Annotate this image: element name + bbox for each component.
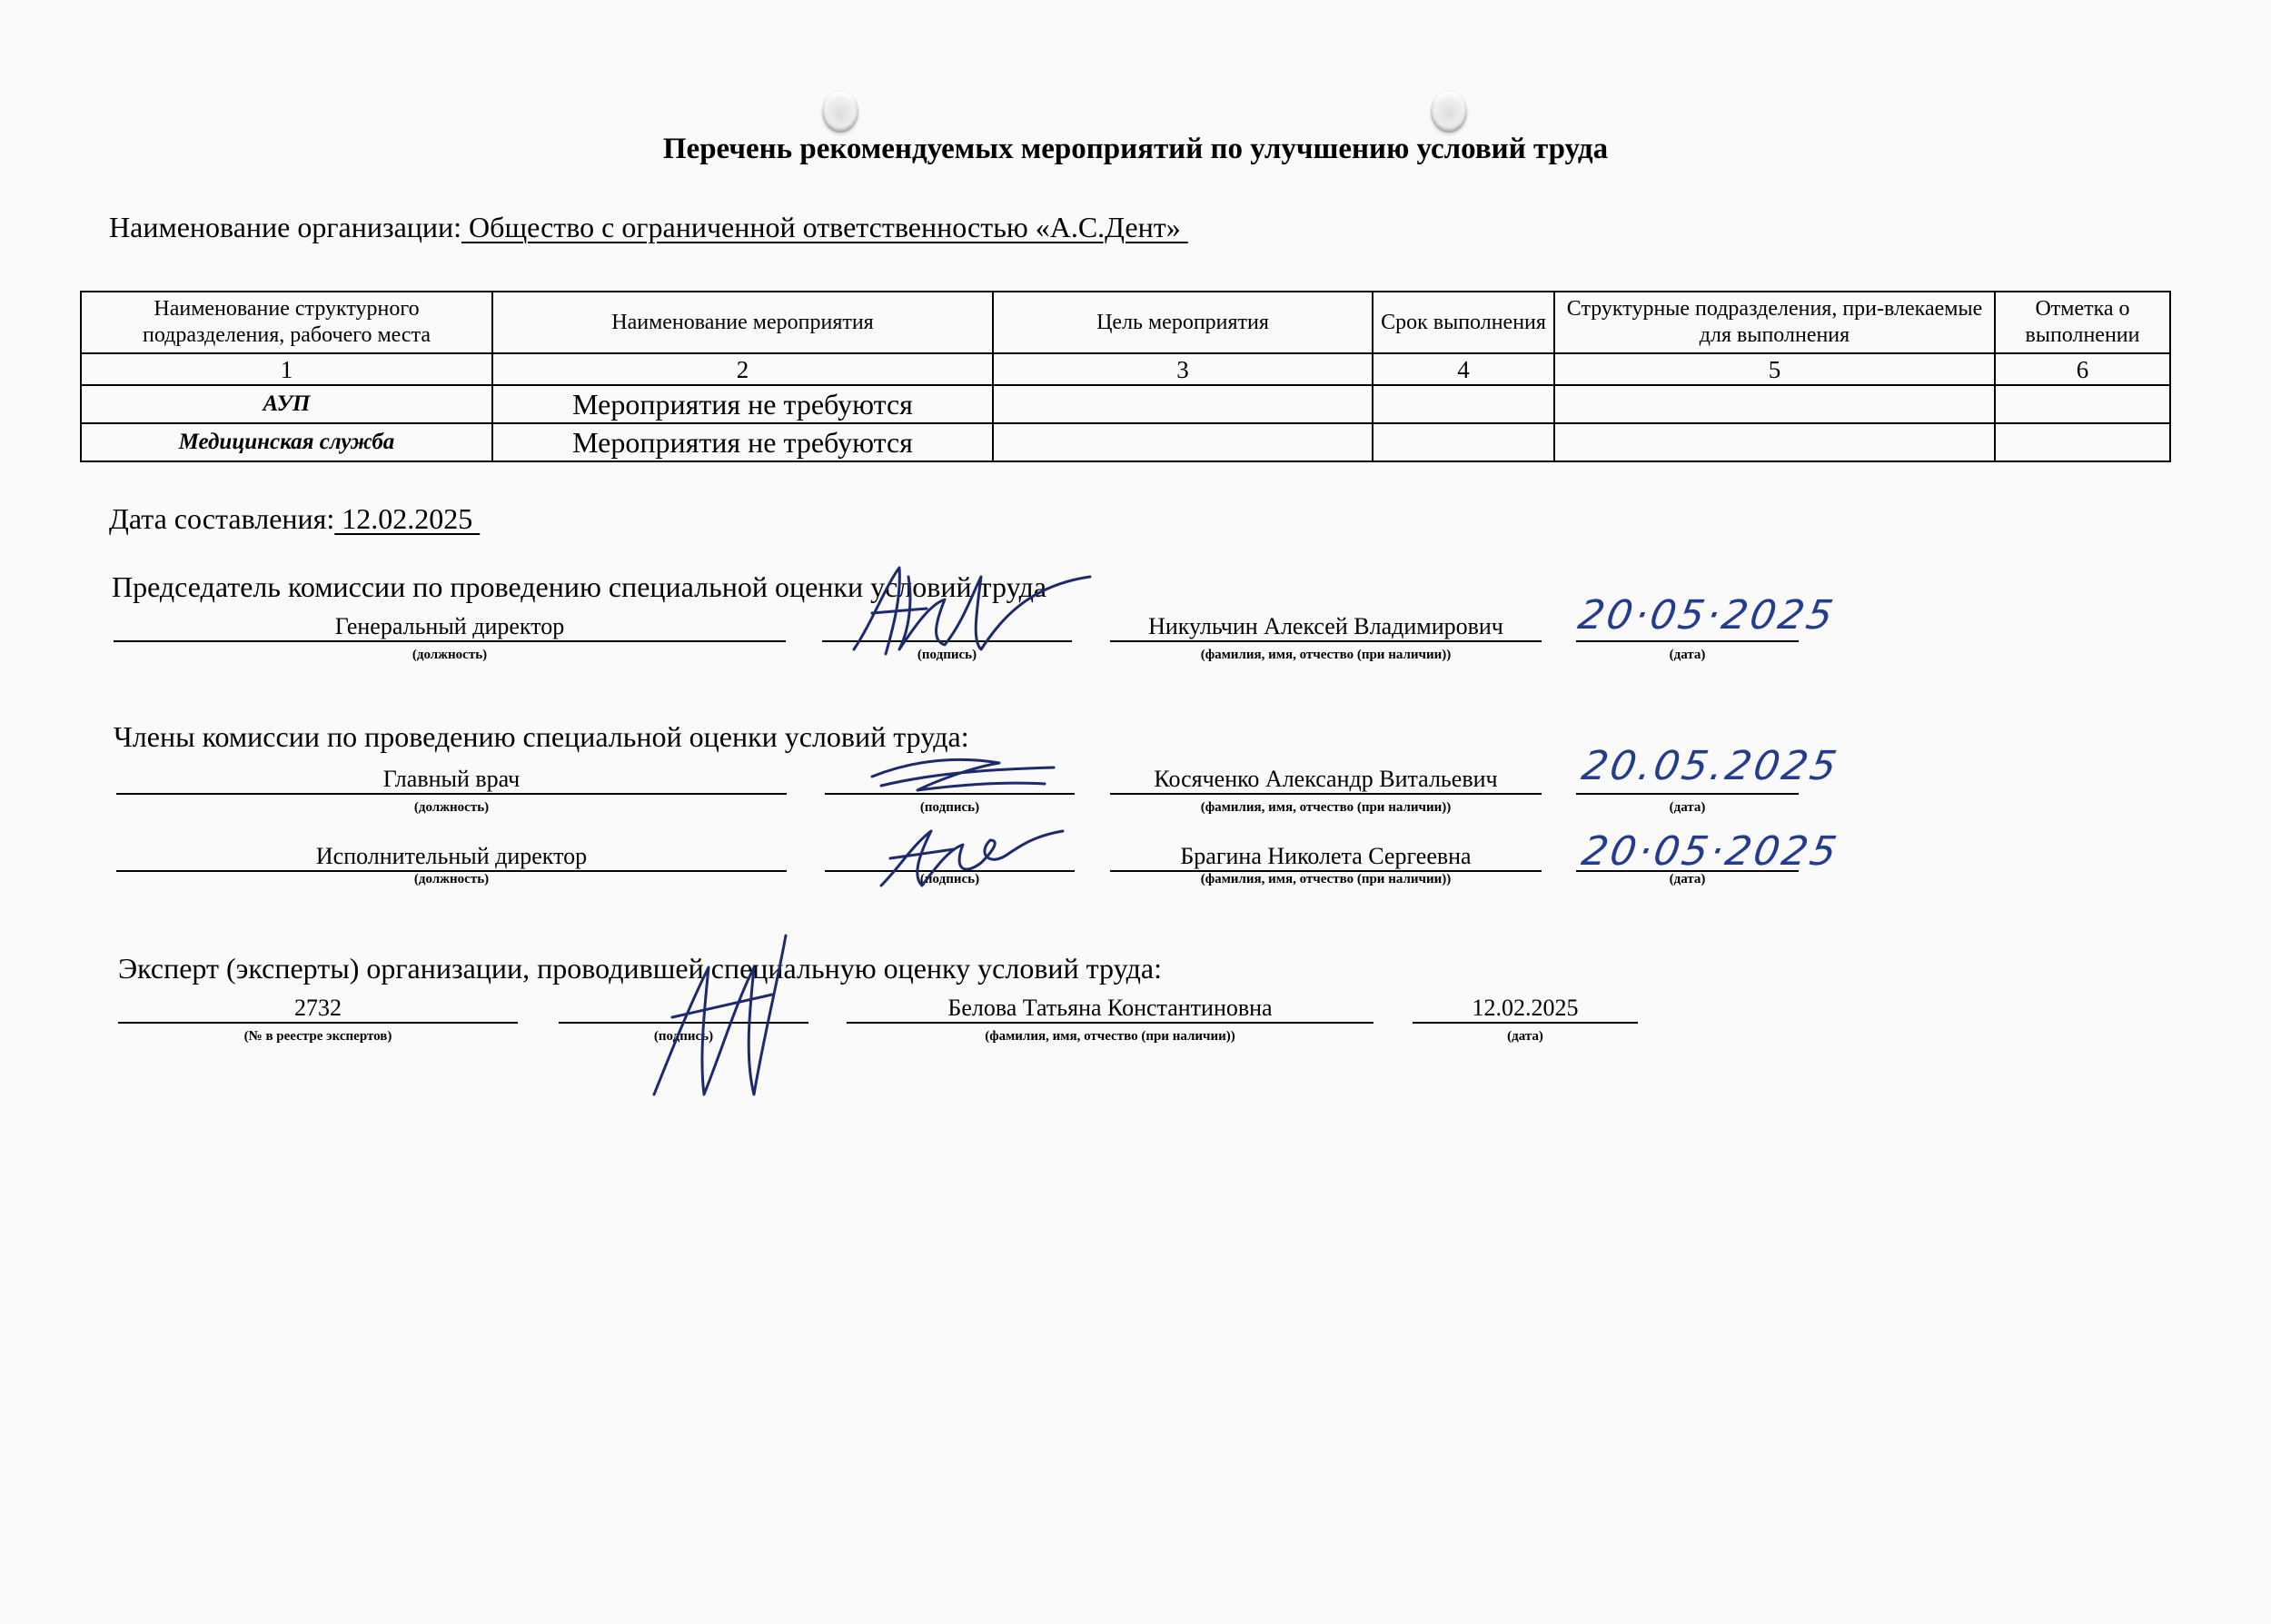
date-caption: (дата) <box>1669 872 1706 886</box>
column-number: 6 <box>1995 353 2170 385</box>
fio-caption: (фамилия, имя, отчество (при наличии)) <box>985 1029 1235 1044</box>
unit-cell: АУП <box>81 385 492 423</box>
signature-caption: (подпись) <box>919 800 980 815</box>
member-date-handwritten: 20·05·2025 <box>1578 828 1843 875</box>
column-number: 3 <box>993 353 1373 385</box>
compilation-date-label: Дата составления: <box>109 502 335 535</box>
chairman-position: Генеральный директор <box>114 613 786 642</box>
members-heading: Члены комиссии по проведению специальной оценки условий труда: <box>114 720 969 753</box>
position-caption: (должность) <box>413 800 490 815</box>
header-unit: Наименование структурного подразделения, рабочего места <box>81 292 492 353</box>
departments-cell <box>1554 385 1995 423</box>
expert-heading: Эксперт (эксперты) организации, проводившей специальную оценку условий труда: <box>118 952 1162 985</box>
chairman-heading: Председатель комиссии по проведению специальной оценки условий труда <box>112 570 1047 603</box>
member-date-handwritten: 20.05.2025 <box>1578 743 1843 789</box>
column-number: 2 <box>492 353 993 385</box>
member-name: Косяченко Александр Витальевич <box>1110 766 1542 795</box>
unit-cell: Медицинская служба <box>81 423 492 461</box>
fio-caption: (фамилия, имя, отчество (при наличии)) <box>1200 800 1452 815</box>
punch-hole-left <box>822 91 858 133</box>
header-measure: Наименование мероприятия <box>492 292 993 353</box>
organization-name: Общество с ограниченной ответственностью «А.С.Дент» <box>461 211 1188 243</box>
table-header-row <box>81 292 2170 353</box>
date-caption: (дата) <box>1669 800 1706 815</box>
table-row <box>81 385 2170 423</box>
measure-cell: Мероприятия не требуются <box>492 423 993 461</box>
member-position: Главный врач <box>116 766 787 795</box>
measures-table <box>80 291 2171 462</box>
organization-line <box>109 211 1188 244</box>
departments-cell <box>1554 423 1995 461</box>
registry-caption: (№ в реестре экспертов) <box>243 1029 392 1044</box>
signature-caption: (подпись) <box>917 648 977 662</box>
member-position: Исполнительный директор <box>116 843 787 872</box>
term-cell <box>1373 423 1554 461</box>
signature-caption: (подпись) <box>653 1029 714 1044</box>
header-mark: Отметка о выполнении <box>1995 292 2170 353</box>
measure-cell: Мероприятия не требуются <box>492 385 993 423</box>
compilation-date-line <box>109 502 480 536</box>
mark-cell <box>1995 385 2170 423</box>
column-number-row <box>81 353 2170 385</box>
member-signature <box>863 813 1072 895</box>
term-cell <box>1373 385 1554 423</box>
organization-label: Наименование организации: <box>109 211 462 243</box>
member-signature <box>863 749 1072 804</box>
mark-cell <box>1995 423 2170 461</box>
goal-cell <box>993 385 1373 423</box>
header-term: Срок выполнения <box>1373 292 1554 353</box>
fio-caption: (фамилия, имя, отчество (при наличии)) <box>1200 648 1452 662</box>
position-caption: (должность) <box>412 648 488 662</box>
document-title: Перечень рекомендуемых мероприятий по улучшению условий труда <box>662 133 1609 165</box>
chairman-date-handwritten: 20·05·2025 <box>1574 592 1840 639</box>
header-departments: Структурные подразделения, при-влекаемые для выполнения <box>1554 292 1995 353</box>
chairman-signature <box>845 559 1117 668</box>
expert-name: Белова Татьяна Константиновна <box>847 995 1374 1024</box>
date-caption: (дата) <box>1669 648 1706 662</box>
column-number: 5 <box>1554 353 1995 385</box>
column-number: 1 <box>81 353 492 385</box>
signature-caption: (подпись) <box>919 872 980 886</box>
fio-caption: (фамилия, имя, отчество (при наличии)) <box>1200 872 1452 886</box>
compilation-date: 12.02.2025 <box>334 502 481 535</box>
column-number: 4 <box>1373 353 1554 385</box>
expert-date: 12.02.2025 <box>1413 995 1638 1024</box>
member-name: Брагина Николета Сергеевна <box>1110 843 1542 872</box>
chairman-name: Никульчин Алексей Владимирович <box>1110 613 1542 642</box>
expert-registry-number: 2732 <box>118 995 518 1024</box>
punch-hole-right <box>1431 91 1467 133</box>
table-row <box>81 423 2170 461</box>
date-caption: (дата) <box>1507 1029 1543 1044</box>
position-caption: (должность) <box>413 872 490 886</box>
expert-signature <box>636 931 818 1104</box>
header-goal: Цель мероприятия <box>993 292 1373 353</box>
goal-cell <box>993 423 1373 461</box>
